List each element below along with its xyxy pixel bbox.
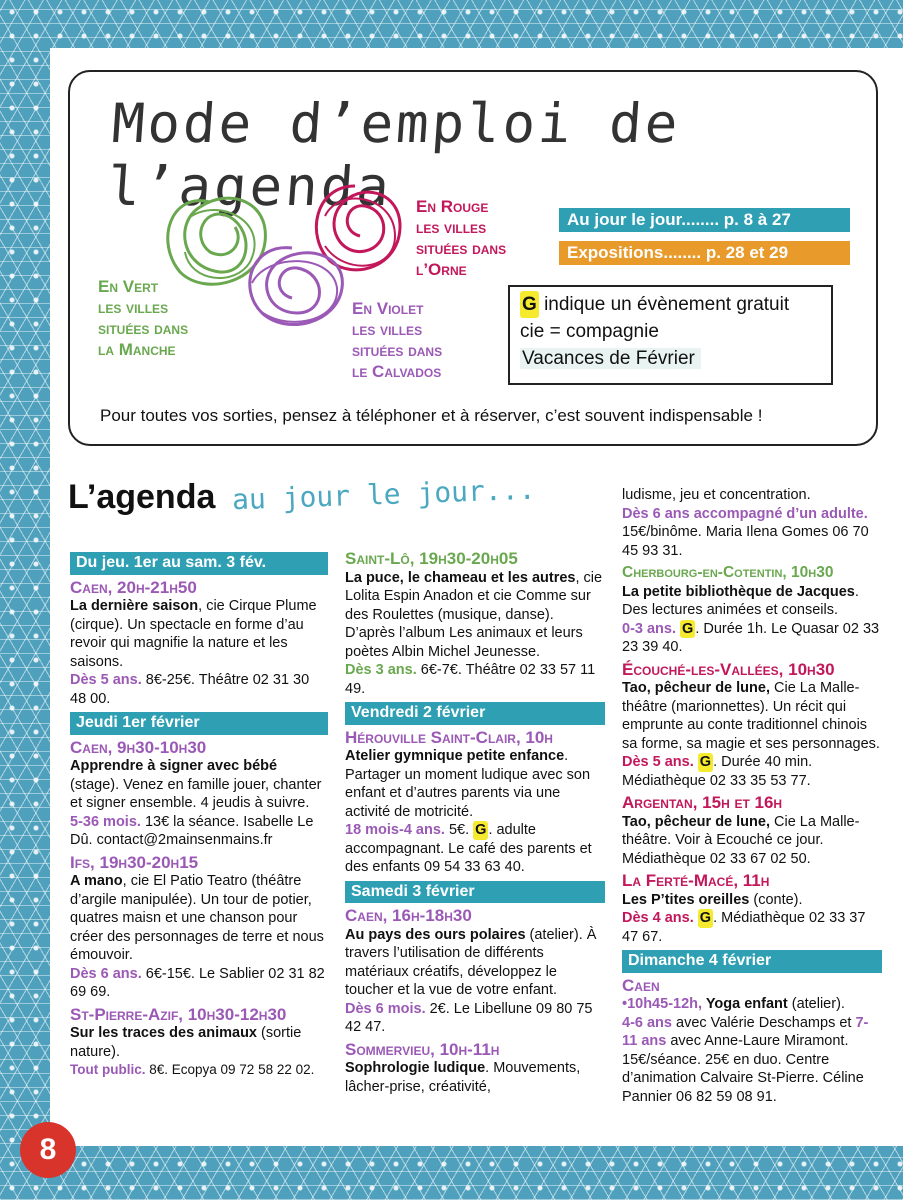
event-text: Les P’tites oreilles (conte). [622,891,803,908]
event-heading: Argentan, 15h et 16h [622,793,783,812]
page-number: 8 [20,1122,76,1178]
event-text: Tao, pêcheur de lune, Cie La Malle-théâtre. Voir à Ecouché ce jour. Médiathèque 02 33 67 02 50. [622,813,860,867]
key-cie-line: cie = compagnie [520,321,659,342]
date-band: Vendredi 2 février [345,702,605,725]
date-band: Jeudi 1er février [70,712,328,735]
event-info: Tout public. 8€. Ecopya 09 72 58 22 02. [70,1062,315,1077]
event-text: Au pays des ours polaires (atelier). À travers l’utilisation de différents matériaux créatifs, développez le toucher et la vue de votre enfant. [345,926,597,998]
legend-violet: En Violet les villes situées dans le Calvados [352,299,443,381]
column-3 [622,486,882,1106]
key-box [508,285,833,385]
event-text: Apprendre à signer avec bébé (stage). Venez en famille jouer, chanter et signer ensemble. 4 jeudis à suivre. [70,758,322,811]
event-text: Sophrologie ludique. Mouvements, lâcher-prise, créativité, [345,1060,581,1095]
event-text: Tao, pêcheur de lune, Cie La Malle-théâtre (marionnettes). Un récit qui emprunte au conte traditionnel chinois sa forme, sa magie et ses personnages. [622,680,880,752]
event-text: La puce, le chameau et les autres, cie Lolita Espin Anadon et cie Comme sur des Roulettes (musique, danse). D’après l’album Les animaux et leurs poètes Albin Michel Jeunesse. [345,569,603,660]
section-link-expositions: Expositions........ p. 28 et 29 [559,241,850,265]
event-heading: Ifs, 19h30-20h15 [70,852,199,872]
free-badge: G [682,620,694,637]
event-text: La dernière saison, cie Cirque Plume (cirque). Un spectacle en forme d’au revoir qui magnifie la nature et les saisons. [70,598,317,670]
legend-green: En Vert les villes situées dans la Manche [98,277,189,359]
event-text: Sur les traces des animaux (sortie nature). [70,1025,302,1060]
event-heading: Cherbourg-en-Cotentin, 10h30 [622,564,834,581]
event-heading: Écouché-les-Vallées, 10h30 [622,659,835,679]
booking-note: Pour toutes vos sorties, pensez à téléphoner et à réserver, c’est souvent indispensable ! [100,406,763,425]
section-link-au-jour-le-jour: Au jour le jour........ p. 8 à 27 [559,208,850,232]
event-heading: Hérouville Saint-Clair, 10h [345,727,553,747]
free-badge: G [699,910,712,926]
event-info: 18 mois-4 ans. 5€. G . adulte accompagnant. Le café des parents et des enfants 09 54 33 63 40. [345,822,592,875]
date-band: Dimanche 4 février [622,950,882,973]
key-vacances-line: Vacances de Février [520,345,821,372]
event-heading: Caen [622,975,660,995]
date-band: Samedi 3 février [345,881,605,904]
event-info: Dès 5 ans. G . Durée 40 min. Médiathèque 02 33 35 53 77. [622,754,813,789]
howto-title: Mode d’emploi de l’agenda [105,92,683,218]
free-badge: G [520,291,539,318]
event-text: La petite bibliothèque de Jacques. Des lectures animées et conseils. [622,583,859,618]
legend-red: En Rouge les villes situées dans l’Orne [416,197,507,279]
agenda-subtitle: au jour le jour... [231,472,536,517]
column-2 [345,550,605,1096]
event-text: Atelier gymnique petite enfance. Partager un moment ludique avec son enfant et d’autres parents via une activité de motricité. [345,748,591,820]
event-info: Dès 3 ans. 6€-7€. Théâtre 02 33 57 11 49. [345,662,596,697]
event-info: Dès 6 mois. 2€. Le Libellune 09 80 75 42 47. [345,1000,593,1035]
event-heading: Sommervieu, 10h-11h [345,1039,500,1059]
column-1 [70,548,328,1080]
event-text: ludisme, jeu et concentration. [622,487,811,503]
event-info: Dès 4 ans. G . Médiathèque 02 33 37 47 67. [622,910,866,945]
event-text: A mano, cie El Patio Teatro (théâtre d’argile manipulée). Un tour de potier, quatres maisn et une chanson pour créer des personnages de terre et nous émouvoir. [70,873,324,963]
free-badge: G [475,822,487,838]
event-info: 5-36 mois. 13€ la séance. Isabelle Le Dû. contact@2mainsenmains.fr [70,813,314,848]
event-text: •10h45-12h, Yoga enfant (atelier). [622,996,845,1012]
event-heading: Caen, 20h-21h50 [70,577,197,597]
event-info: Dès 6 ans accompagné d’un adulte. 15€/binôme. Maria Ilena Gomes 06 70 45 93 31. [622,505,869,559]
event-info: 0-3 ans. G . Durée 1h. Le Quasar 02 33 23 39 40. [622,620,880,655]
date-band: Du jeu. 1er au sam. 3 fév. [70,552,328,575]
event-heading: Saint-Lô, 19h30-20h05 [345,549,518,568]
event-heading: Caen, 9h30-10h30 [70,737,207,757]
free-badge: G [699,754,712,770]
key-free-line: G indique un évènement gratuit [520,291,821,318]
event-info: Dès 5 ans. 8€-25€. Théâtre 02 31 30 48 00. [70,672,310,707]
violet-scribble [232,238,352,338]
event-heading: St-Pierre-Azif, 10h30-12h30 [70,1004,287,1024]
event-heading: Caen, 16h-18h30 [345,906,472,925]
event-info: Dès 6 ans. 6€-15€. Le Sablier 02 31 82 69 69. [70,965,325,1000]
event-heading: La Ferté-Macé, 11h [622,871,770,890]
event-info: 4-6 ans avec Valérie Deschamps et 7-11 ans avec Anne-Laure Miramont. 15€/séance. 25€ en duo. Centre d’animation Calvaire St-Pierre. Céline Pannier 06 82 59 08 91. [622,1014,869,1105]
agenda-title: L’agenda [68,478,216,516]
